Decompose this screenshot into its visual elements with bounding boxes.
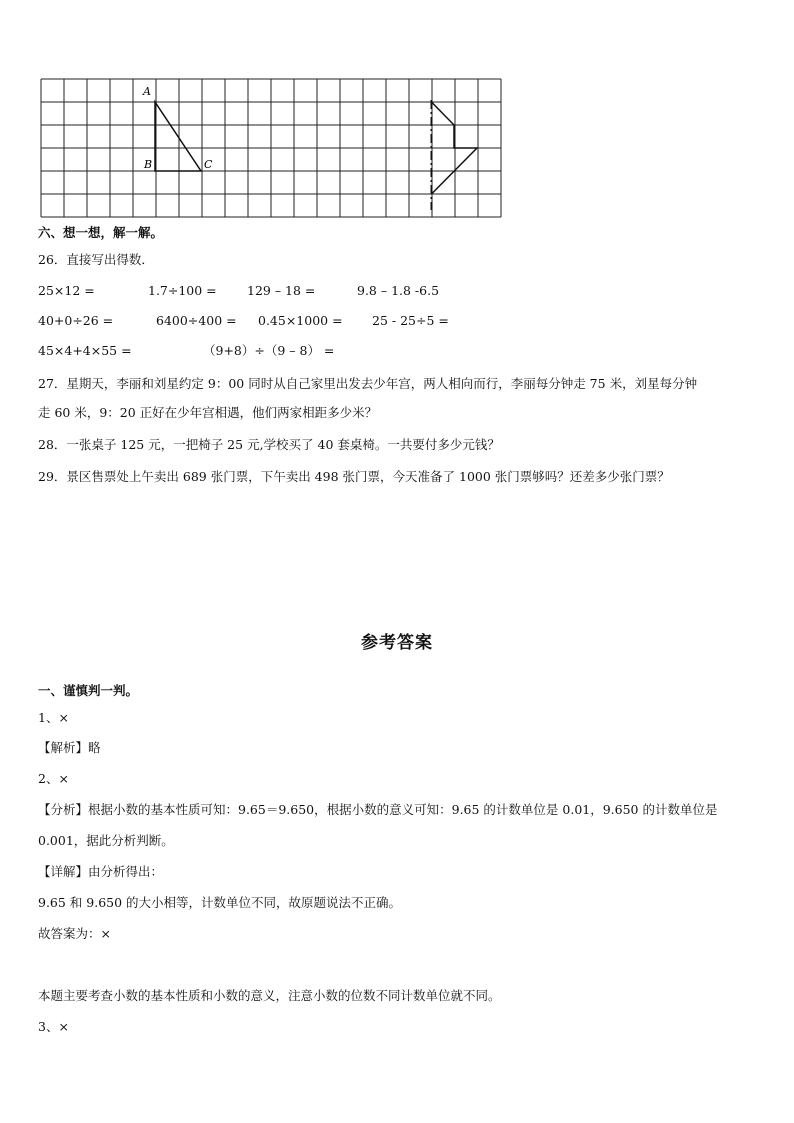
answer-2-analysis-line2: 0.001，据此分析判断。 [38,833,174,848]
section6-heading: 六、想一想，解一解。 [38,225,164,240]
grid-svg [40,78,502,218]
answer-2-answer: 故答案为：× [38,926,111,941]
answer-2-detail: 【详解】由分析得出： [38,864,164,879]
q26-prompt: 26．直接写出得数． [38,252,154,267]
answers-section1: 一、谨慎判一判。 [38,683,139,698]
calc-item: 25×12 = [38,283,95,298]
label-c: C [204,158,213,171]
answer-1-analysis: 【解析】略 [38,740,101,755]
grid-figure [40,78,502,222]
label-a: A [143,85,151,98]
calc-item: 45×4+4×55 = [38,343,132,358]
q29-text: 29．景区售票处上午卖出 689 张门票，下午卖出 498 张门票，今天准备了 1000 张门票够吗？还差多少张门票？ [38,469,670,484]
calc-item: （9+8）÷（9 – 8） = [203,343,335,358]
label-b: B [144,158,153,171]
answers-title: 参考答案 [361,633,433,653]
calc-item: 6400÷400 = [156,313,237,328]
calc-item: 40+0÷26 = [38,313,114,328]
answer-2: 2、× [38,771,69,786]
answer-2-detail-text: 9.65 和 9.650 的大小相等，计数单位不同，故原题说法不正确。 [38,895,402,910]
q27-line1: 27．星期天，李丽和刘星约定 9：00 同时从自己家里出发去少年宫，两人相向而行，李丽每分钟走 75 米，刘星每分钟 [38,376,698,391]
answer-3: 3、× [38,1019,69,1034]
calc-item: 0.45×1000 = [258,313,343,328]
answer-1: 1、× [38,710,69,725]
calc-item: 129 – 18 = [247,283,316,298]
calc-item: 1.7÷100 = [148,283,217,298]
answer-2-analysis-line1: 【分析】根据小数的基本性质可知：9.65＝9.650，根据小数的意义可知：9.65 的计数单位是 0.01，9.650 的计数单位是 [38,802,718,817]
calc-item: 25 - 25÷5 = [372,313,449,328]
q28-text: 28．一张桌子 125 元，一把椅子 25 元,学校买了 40 套桌椅。一共要付多少元钱？ [38,437,500,452]
q27-line2: 走 60 米，9：20 正好在少年宫相遇，他们两家相距多少米？ [38,405,378,420]
calc-item: 9.8 – 1.8 -6.5 [357,283,440,298]
triangle-abc [155,102,201,171]
answer-2-note: 本题主要考查小数的基本性质和小数的意义，注意小数的位数不同计数单位就不同。 [38,988,501,1003]
